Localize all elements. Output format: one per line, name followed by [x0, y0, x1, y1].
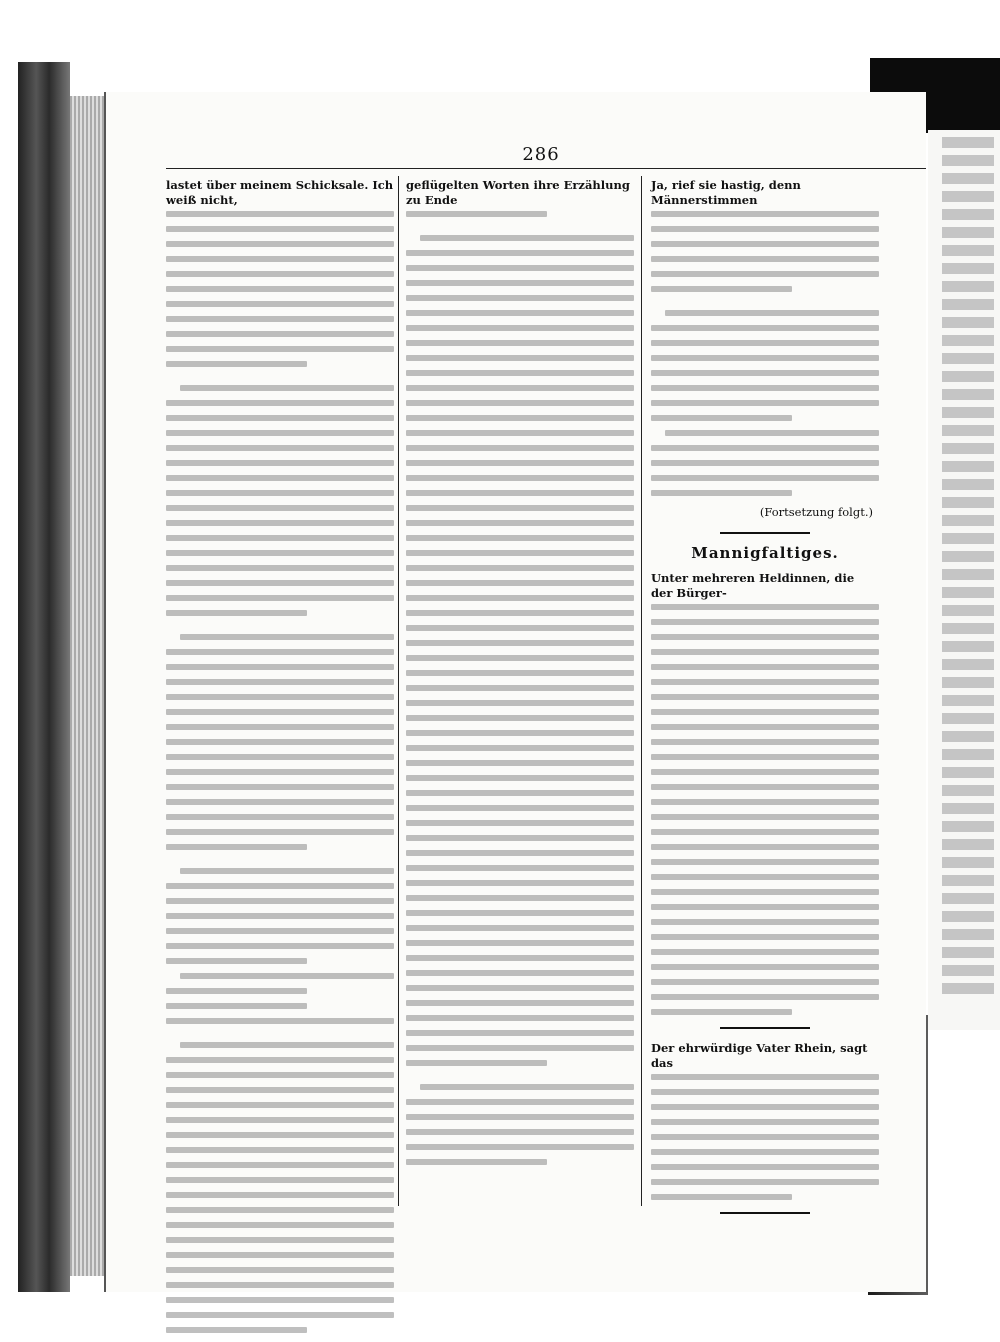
- text-line-placeholder: [406, 640, 634, 646]
- text-line-placeholder: [166, 709, 394, 715]
- facing-page-text-fragment: [942, 605, 994, 616]
- section-heading: Mannigfaltiges.: [691, 544, 839, 562]
- text-line-placeholder: [406, 325, 634, 331]
- text-line-placeholder: [406, 1129, 634, 1135]
- page-edges: [70, 96, 106, 1276]
- text-line-placeholder: [166, 1117, 394, 1123]
- text-line-placeholder: [651, 340, 879, 346]
- text-line-placeholder: [420, 1084, 634, 1090]
- facing-page-text-fragment: [942, 479, 994, 490]
- text-line-placeholder: [406, 835, 634, 841]
- facing-page-text-fragment: [942, 857, 994, 868]
- text-line-placeholder: [651, 385, 879, 391]
- text-line-placeholder: [651, 994, 879, 1000]
- facing-page-text-fragment: [942, 569, 994, 580]
- text-line-placeholder: [406, 280, 634, 286]
- text-line-placeholder: [651, 889, 879, 895]
- facing-page-text-fragment: [942, 911, 994, 922]
- text-line-placeholder: [651, 1179, 879, 1185]
- text-line-placeholder: [406, 1159, 547, 1165]
- text-line-placeholder: [166, 829, 394, 835]
- text-line-placeholder: [665, 430, 879, 436]
- text-line-placeholder: [166, 1162, 394, 1168]
- text-line-placeholder: [651, 754, 879, 760]
- text-line-placeholder: [406, 805, 634, 811]
- facing-page-text-fragment: [942, 929, 994, 940]
- text-line-placeholder: [406, 895, 634, 901]
- text-line-placeholder: [406, 760, 634, 766]
- text-line-placeholder: [651, 814, 879, 820]
- facing-page-text-fragment: [942, 227, 994, 238]
- text-line-placeholder: [406, 595, 634, 601]
- text-line-placeholder: [166, 754, 394, 760]
- facing-page-text-fragment: [942, 191, 994, 202]
- text-line-placeholder: [166, 286, 394, 292]
- text-line-placeholder: [406, 1114, 634, 1120]
- text-line-placeholder: [406, 985, 634, 991]
- text-line-placeholder: [166, 430, 394, 436]
- text-line-placeholder: [166, 928, 394, 934]
- text-line-placeholder: [651, 241, 879, 247]
- text-line-placeholder: [406, 1015, 634, 1021]
- facing-page-text-fragment: [942, 875, 994, 886]
- section-rule: [720, 1212, 810, 1214]
- facing-page-text-fragment: [942, 209, 994, 220]
- book-spine: [18, 62, 70, 1292]
- facing-page-text-fragment: [942, 533, 994, 544]
- text-line-placeholder: [651, 355, 879, 361]
- text-line-placeholder: [166, 883, 394, 889]
- column-opening-text: Ja, rief sie hastig, denn Männerstimmen: [651, 178, 801, 207]
- text-line-placeholder: [166, 724, 394, 730]
- text-line-placeholder: [166, 988, 307, 994]
- text-line-placeholder: [166, 649, 394, 655]
- text-line-placeholder: [406, 1060, 547, 1066]
- text-line-placeholder: [651, 679, 879, 685]
- text-line-placeholder: [166, 1072, 394, 1078]
- text-line-placeholder: [166, 1147, 394, 1153]
- facing-page-text-fragment: [942, 713, 994, 724]
- facing-page-text-fragment: [942, 353, 994, 364]
- facing-page-text-fragment: [942, 497, 994, 508]
- text-line-placeholder: [406, 550, 634, 556]
- text-line-placeholder: [166, 1297, 394, 1303]
- text-line-placeholder: [651, 400, 879, 406]
- text-line-placeholder: [166, 958, 307, 964]
- text-line-placeholder: [406, 520, 634, 526]
- text-line-placeholder: [166, 1132, 394, 1138]
- text-line-placeholder: [166, 1087, 394, 1093]
- facing-page-text-fragment: [942, 659, 994, 670]
- text-line-placeholder: [166, 1222, 394, 1228]
- text-line-placeholder: [406, 730, 634, 736]
- facing-page-text-fragment: [942, 335, 994, 346]
- text-line-placeholder: [406, 415, 634, 421]
- text-line-placeholder: [166, 256, 394, 262]
- text-line-placeholder: [651, 271, 879, 277]
- text-line-placeholder: [406, 250, 634, 256]
- header-rule: [166, 168, 926, 169]
- text-line-placeholder: [406, 460, 634, 466]
- text-line-placeholder: [166, 550, 394, 556]
- text-line-placeholder: [166, 241, 394, 247]
- facing-page-text-fragment: [942, 299, 994, 310]
- text-line-placeholder: [166, 784, 394, 790]
- text-line-placeholder: [166, 505, 394, 511]
- text-line-placeholder: [406, 310, 634, 316]
- text-line-placeholder: [406, 865, 634, 871]
- text-line-placeholder: [406, 370, 634, 376]
- text-line-placeholder: [406, 715, 634, 721]
- text-line-placeholder: [406, 775, 634, 781]
- text-line-placeholder: [166, 679, 394, 685]
- text-line-placeholder: [166, 1282, 394, 1288]
- text-line-placeholder: [166, 943, 394, 949]
- facing-page-text-fragment: [942, 173, 994, 184]
- text-line-placeholder: [651, 919, 879, 925]
- section-item-opening: Der ehrwürdige Vater Rhein, sagt das: [651, 1041, 868, 1070]
- text-line-placeholder: [166, 475, 394, 481]
- text-line-placeholder: [406, 685, 634, 691]
- text-line-placeholder: [651, 445, 879, 451]
- text-line-placeholder: [651, 859, 879, 865]
- text-line-placeholder: [166, 1267, 394, 1273]
- text-line-placeholder: [651, 1009, 792, 1015]
- text-line-placeholder: [651, 1149, 879, 1155]
- text-line-placeholder: [406, 445, 634, 451]
- text-line-placeholder: [166, 415, 394, 421]
- text-line-placeholder: [406, 475, 634, 481]
- text-line-placeholder: [166, 1192, 394, 1198]
- text-line-placeholder: [651, 634, 879, 640]
- facing-page-text-fragment: [942, 515, 994, 526]
- facing-page-text-fragment: [942, 983, 994, 994]
- text-line-placeholder: [406, 1099, 634, 1105]
- text-line-placeholder: [651, 1164, 879, 1170]
- scan-margin: [0, 0, 1000, 62]
- facing-page-text-fragment: [942, 425, 994, 436]
- text-line-placeholder: [166, 400, 394, 406]
- text-line-placeholder: [166, 490, 394, 496]
- text-line-placeholder: [651, 769, 879, 775]
- text-line-placeholder: [166, 1312, 394, 1318]
- text-line-placeholder: [665, 310, 879, 316]
- text-line-placeholder: [406, 490, 634, 496]
- facing-page-text-fragment: [942, 749, 994, 760]
- text-line-placeholder: [406, 670, 634, 676]
- text-line-placeholder: [166, 1327, 307, 1333]
- text-line-placeholder: [651, 964, 879, 970]
- text-line-placeholder: [166, 844, 307, 850]
- text-line-placeholder: [166, 211, 394, 217]
- facing-page-text-fragment: [942, 155, 994, 166]
- text-line-placeholder: [166, 580, 394, 586]
- facing-page-text-fragment: [942, 731, 994, 742]
- text-line-placeholder: [406, 610, 634, 616]
- text-line-placeholder: [651, 475, 879, 481]
- section-rule: [720, 1027, 810, 1029]
- section-item-opening: Unter mehreren Heldinnen, die der Bürger-: [651, 571, 855, 600]
- text-line-placeholder: [651, 325, 879, 331]
- text-line-placeholder: [166, 445, 394, 451]
- text-line-placeholder: [651, 829, 879, 835]
- text-line-placeholder: [406, 745, 634, 751]
- text-line-placeholder: [651, 1194, 792, 1200]
- facing-page-text-fragment: [942, 137, 994, 148]
- text-line-placeholder: [406, 355, 634, 361]
- text-line-placeholder: [651, 709, 879, 715]
- facing-page-text-fragment: [942, 839, 994, 850]
- facing-page-text-fragment: [942, 767, 994, 778]
- text-line-placeholder: [166, 1003, 307, 1009]
- facing-page-text-fragment: [942, 803, 994, 814]
- text-line-placeholder: [180, 868, 394, 874]
- text-line-placeholder: [406, 580, 634, 586]
- text-line-placeholder: [651, 844, 879, 850]
- text-line-placeholder: [166, 1102, 394, 1108]
- text-line-placeholder: [406, 1030, 634, 1036]
- text-line-placeholder: [166, 1252, 394, 1258]
- facing-page-text-fragment: [942, 821, 994, 832]
- text-line-placeholder: [166, 814, 394, 820]
- text-line-placeholder: [406, 295, 634, 301]
- text-line-placeholder: [180, 634, 394, 640]
- facing-page-text-fragment: [942, 245, 994, 256]
- text-column-3: [651, 178, 879, 1226]
- text-line-placeholder: [651, 724, 879, 730]
- facing-page-text-fragment: [942, 677, 994, 688]
- text-line-placeholder: [166, 913, 394, 919]
- text-line-placeholder: [651, 934, 879, 940]
- column-opening-text: geflügelten Worten ihre Erzählung zu Ende: [406, 178, 630, 207]
- text-line-placeholder: [166, 565, 394, 571]
- text-line-placeholder: [651, 979, 879, 985]
- page-number: 286: [522, 144, 560, 165]
- text-line-placeholder: [166, 1177, 394, 1183]
- text-line-placeholder: [406, 850, 634, 856]
- text-line-placeholder: [406, 211, 547, 217]
- text-line-placeholder: [651, 604, 879, 610]
- text-line-placeholder: [651, 784, 879, 790]
- text-line-placeholder: [406, 535, 634, 541]
- text-column-1: [166, 178, 394, 1342]
- text-line-placeholder: [651, 370, 879, 376]
- text-line-placeholder: [166, 1057, 394, 1063]
- text-line-placeholder: [406, 790, 634, 796]
- text-line-placeholder: [166, 460, 394, 466]
- text-line-placeholder: [406, 265, 634, 271]
- text-line-placeholder: [406, 340, 634, 346]
- text-line-placeholder: [166, 271, 394, 277]
- section-rule: [720, 532, 810, 534]
- facing-page-fragment: [928, 130, 1000, 1030]
- text-line-placeholder: [166, 898, 394, 904]
- column-opening-text: lastet über meinem Schicksale. Ich weiß nicht,: [166, 178, 394, 207]
- text-line-placeholder: [166, 535, 394, 541]
- text-line-placeholder: [166, 346, 394, 352]
- text-line-placeholder: [651, 1104, 879, 1110]
- text-line-placeholder: [406, 385, 634, 391]
- text-line-placeholder: [166, 799, 394, 805]
- text-line-placeholder: [406, 1144, 634, 1150]
- book-page: [104, 92, 926, 1292]
- text-line-placeholder: [180, 973, 394, 979]
- text-line-placeholder: [420, 235, 634, 241]
- text-line-placeholder: [406, 700, 634, 706]
- continued-note: (Fortsetzung folgt.): [759, 505, 873, 519]
- text-line-placeholder: [651, 415, 792, 421]
- text-line-placeholder: [651, 460, 879, 466]
- facing-page-text-fragment: [942, 281, 994, 292]
- text-line-placeholder: [166, 301, 394, 307]
- facing-page-text-fragment: [942, 443, 994, 454]
- column-divider: [641, 176, 642, 1206]
- text-line-placeholder: [406, 955, 634, 961]
- text-line-placeholder: [651, 226, 879, 232]
- facing-page-text-fragment: [942, 947, 994, 958]
- text-line-placeholder: [406, 820, 634, 826]
- facing-page-text-fragment: [942, 317, 994, 328]
- text-line-placeholder: [651, 256, 879, 262]
- text-line-placeholder: [166, 226, 394, 232]
- text-line-placeholder: [651, 739, 879, 745]
- text-line-placeholder: [651, 619, 879, 625]
- facing-page-text-fragment: [942, 461, 994, 472]
- text-line-placeholder: [166, 739, 394, 745]
- text-line-placeholder: [406, 655, 634, 661]
- text-line-placeholder: [651, 286, 792, 292]
- text-line-placeholder: [651, 1119, 879, 1125]
- text-line-placeholder: [651, 874, 879, 880]
- text-line-placeholder: [406, 625, 634, 631]
- facing-page-text-fragment: [942, 965, 994, 976]
- facing-page-text-fragment: [942, 641, 994, 652]
- text-line-placeholder: [166, 1237, 394, 1243]
- facing-page-text-fragment: [942, 785, 994, 796]
- facing-page-text-fragment: [942, 389, 994, 400]
- facing-page-text-fragment: [942, 695, 994, 706]
- text-line-placeholder: [406, 1000, 634, 1006]
- text-line-placeholder: [406, 565, 634, 571]
- text-line-placeholder: [651, 799, 879, 805]
- text-line-placeholder: [651, 664, 879, 670]
- text-line-placeholder: [651, 1134, 879, 1140]
- text-column-2: [406, 178, 634, 1174]
- facing-page-text-fragment: [942, 371, 994, 382]
- text-line-placeholder: [166, 595, 394, 601]
- text-line-placeholder: [651, 1074, 879, 1080]
- facing-page-text-fragment: [942, 263, 994, 274]
- text-line-placeholder: [651, 211, 879, 217]
- text-line-placeholder: [166, 361, 307, 367]
- text-line-placeholder: [180, 1042, 394, 1048]
- text-line-placeholder: [180, 385, 394, 391]
- text-line-placeholder: [406, 940, 634, 946]
- text-line-placeholder: [651, 1089, 879, 1095]
- text-line-placeholder: [406, 505, 634, 511]
- text-line-placeholder: [166, 1018, 394, 1024]
- text-line-placeholder: [166, 694, 394, 700]
- facing-page-text-fragment: [942, 587, 994, 598]
- facing-page-text-fragment: [942, 551, 994, 562]
- text-line-placeholder: [406, 910, 634, 916]
- text-line-placeholder: [166, 769, 394, 775]
- text-line-placeholder: [406, 400, 634, 406]
- facing-page-text-fragment: [942, 623, 994, 634]
- text-line-placeholder: [406, 430, 634, 436]
- text-line-placeholder: [406, 1045, 634, 1051]
- text-line-placeholder: [406, 925, 634, 931]
- text-line-placeholder: [406, 970, 634, 976]
- text-line-placeholder: [166, 664, 394, 670]
- facing-page-text-fragment: [942, 893, 994, 904]
- text-line-placeholder: [166, 1207, 394, 1213]
- text-line-placeholder: [651, 694, 879, 700]
- text-line-placeholder: [166, 316, 394, 322]
- text-line-placeholder: [651, 904, 879, 910]
- text-line-placeholder: [651, 490, 792, 496]
- column-divider: [398, 176, 399, 1206]
- text-line-placeholder: [166, 331, 394, 337]
- text-line-placeholder: [651, 949, 879, 955]
- text-line-placeholder: [406, 880, 634, 886]
- facing-page-text-fragment: [942, 407, 994, 418]
- text-line-placeholder: [166, 610, 307, 616]
- text-line-placeholder: [651, 649, 879, 655]
- text-line-placeholder: [166, 520, 394, 526]
